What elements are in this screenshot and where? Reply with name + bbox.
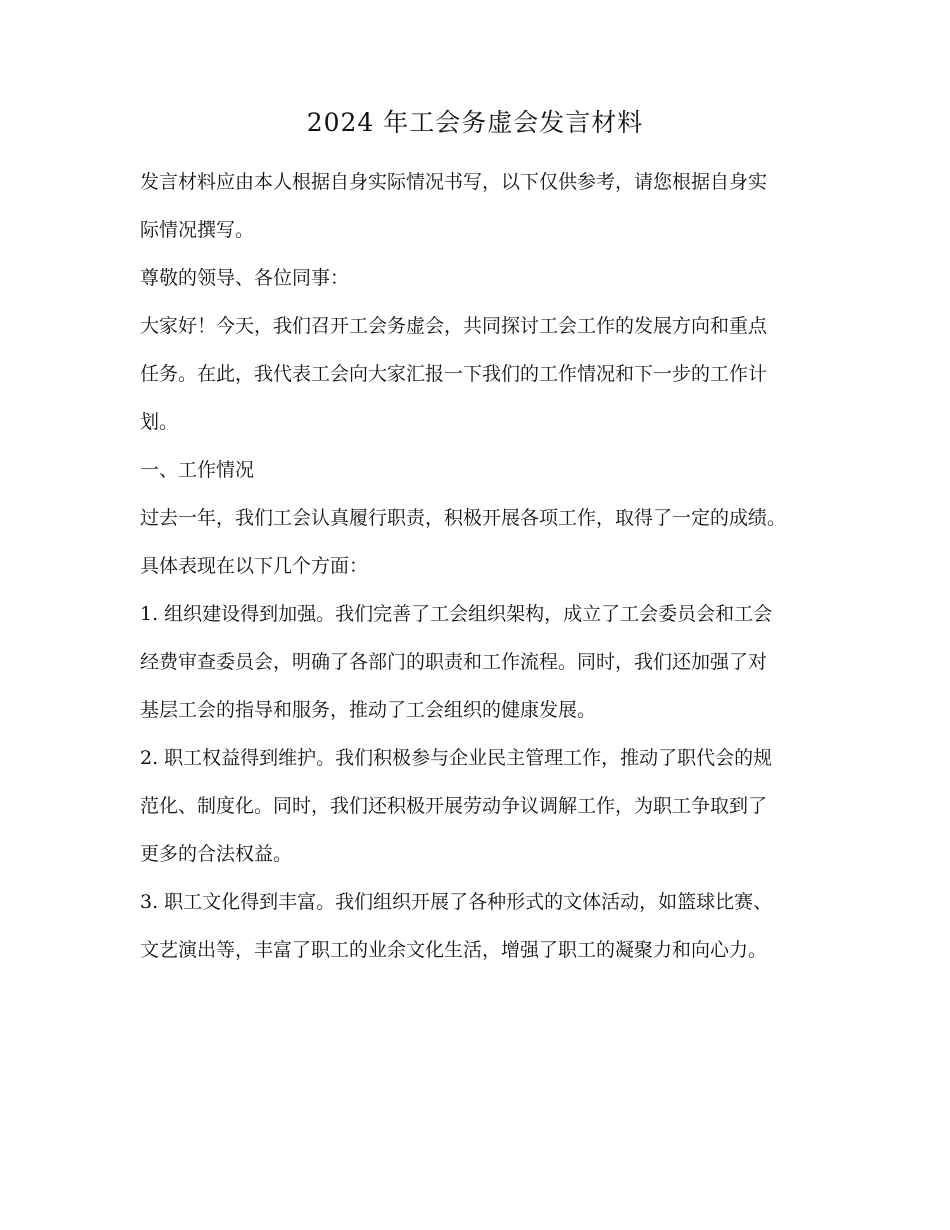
document-title: 2024 年工会务虚会发言材料 [306,108,644,137]
salutation-line: 尊敬的领导、各位同事： [140,267,350,289]
text-line: 划。 [140,411,179,433]
text-line: 大家好！今天，我们召开工会务虚会，共同探讨工会工作的发展方向和重点 [140,315,768,337]
list-item-line: 范化、制度化。同时，我们还积极开展劳动争议调解工作，为职工争取到了 [140,795,768,817]
text-line: 具体表现在以下几个方面： [140,555,369,577]
text-line: 任务。在此，我代表工会向大家汇报一下我们的工作情况和下一步的工作计 [140,363,768,385]
list-item-line: 3. 职工文化得到丰富。我们组织开展了各种形式的文体活动，如篮球比赛、 [140,891,773,913]
list-item-line: 2. 职工权益得到维护。我们积极参与企业民主管理工作，推动了职代会的规 [140,747,773,769]
section-heading: 一、工作情况 [140,459,255,481]
list-item-line: 经费审查委员会，明确了各部门的职责和工作流程。同时，我们还加强了对 [140,651,768,673]
list-item-line: 基层工会的指导和服务，推动了工会组织的健康发展。 [140,699,597,721]
list-item-line: 1. 组织建设得到加强。我们完善了工会组织架构，成立了工会委员会和工会 [140,603,773,625]
text-line: 过去一年，我们工会认真履行职责，积极开展各项工作，取得了一定的成绩。 [140,507,787,529]
list-item-line: 文艺演出等，丰富了职工的业余文化生活，增强了职工的凝聚力和向心力。 [140,939,768,961]
list-item-line: 更多的合法权益。 [140,843,293,865]
text-line: 发言材料应由本人根据自身实际情况书写，以下仅供参考，请您根据自身实 [140,171,768,193]
text-line: 际情况撰写。 [140,219,255,241]
document-body [140,158,840,974]
